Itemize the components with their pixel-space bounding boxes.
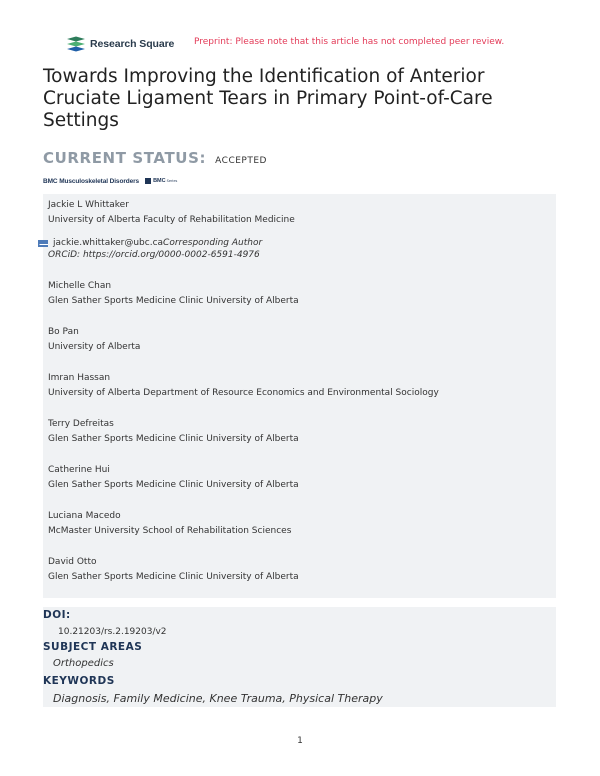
corresponding-author-label: Corresponding Author <box>163 238 263 248</box>
current-status <box>43 148 267 167</box>
author-affiliation: University of Alberta Faculty of Rehabilitation Medicine <box>48 215 295 225</box>
orcid-link[interactable]: ORCiD: https://orcid.org/0000-0002-6591-4976 <box>48 250 260 260</box>
author-name: Luciana Macedo <box>48 511 121 521</box>
journal-name: BMC Musculoskeletal Disorders <box>43 177 140 185</box>
status-value: ACCEPTED <box>215 156 267 166</box>
keywords-value: Diagnosis, Family Medicine, Knee Trauma, Physical Therapy <box>53 692 383 705</box>
author-name: David Otto <box>48 557 97 567</box>
bmc-logo-subtext: Series <box>166 179 178 183</box>
bmc-logo-text: BMC <box>153 178 166 184</box>
preprint-notice: Preprint: Please note that this article has not completed peer review. <box>194 37 505 47</box>
author-name: Bo Pan <box>48 327 79 337</box>
keywords-label: KEYWORDS <box>43 675 115 687</box>
corresponding-email-row <box>38 237 262 249</box>
article-metadata <box>43 607 556 707</box>
author-affiliation: Glen Sather Sports Medicine Clinic University of Alberta <box>48 434 299 444</box>
bmc-logo <box>145 178 177 184</box>
header <box>66 34 546 54</box>
author-affiliation: McMaster University School of Rehabilitation Sciences <box>48 526 292 536</box>
author-name: Jackie L Whittaker <box>48 200 129 210</box>
author-name: Terry Defreitas <box>48 419 114 429</box>
authors-panel <box>43 194 556 598</box>
research-square-logo[interactable] <box>66 34 174 54</box>
doi-value[interactable]: 10.21203/rs.2.19203/v2 <box>58 627 167 637</box>
author-affiliation: University of Alberta <box>48 342 141 352</box>
corresponding-email[interactable]: jackie.whittaker@ubc.ca <box>53 238 164 248</box>
bmc-square-icon <box>145 178 151 184</box>
paper-title: Towards Improving the Identification of Anterior Cruciate Ligament Tears in Primary Point-of-Care Settings <box>43 66 493 131</box>
author-affiliation: Glen Sather Sports Medicine Clinic University of Alberta <box>48 480 299 490</box>
author-affiliation: University of Alberta Department of Resource Economics and Environmental Sociology <box>48 388 439 398</box>
research-square-logo-icon <box>66 36 86 52</box>
journal-banner[interactable] <box>43 176 177 186</box>
author-name: Catherine Hui <box>48 465 110 475</box>
doi-label: DOI: <box>43 609 71 621</box>
subject-areas-value: Orthopedics <box>53 658 114 669</box>
subject-areas-label: SUBJECT AREAS <box>43 641 143 653</box>
author-name: Imran Hassan <box>48 373 111 383</box>
author-name: Michelle Chan <box>48 281 112 291</box>
mail-icon <box>38 240 48 247</box>
page-number: 1 <box>297 736 303 746</box>
author-affiliation: Glen Sather Sports Medicine Clinic University of Alberta <box>48 296 299 306</box>
author-affiliation: Glen Sather Sports Medicine Clinic University of Alberta <box>48 572 299 582</box>
status-label: CURRENT STATUS: <box>43 149 207 167</box>
logo-text: Research Square <box>90 38 175 50</box>
